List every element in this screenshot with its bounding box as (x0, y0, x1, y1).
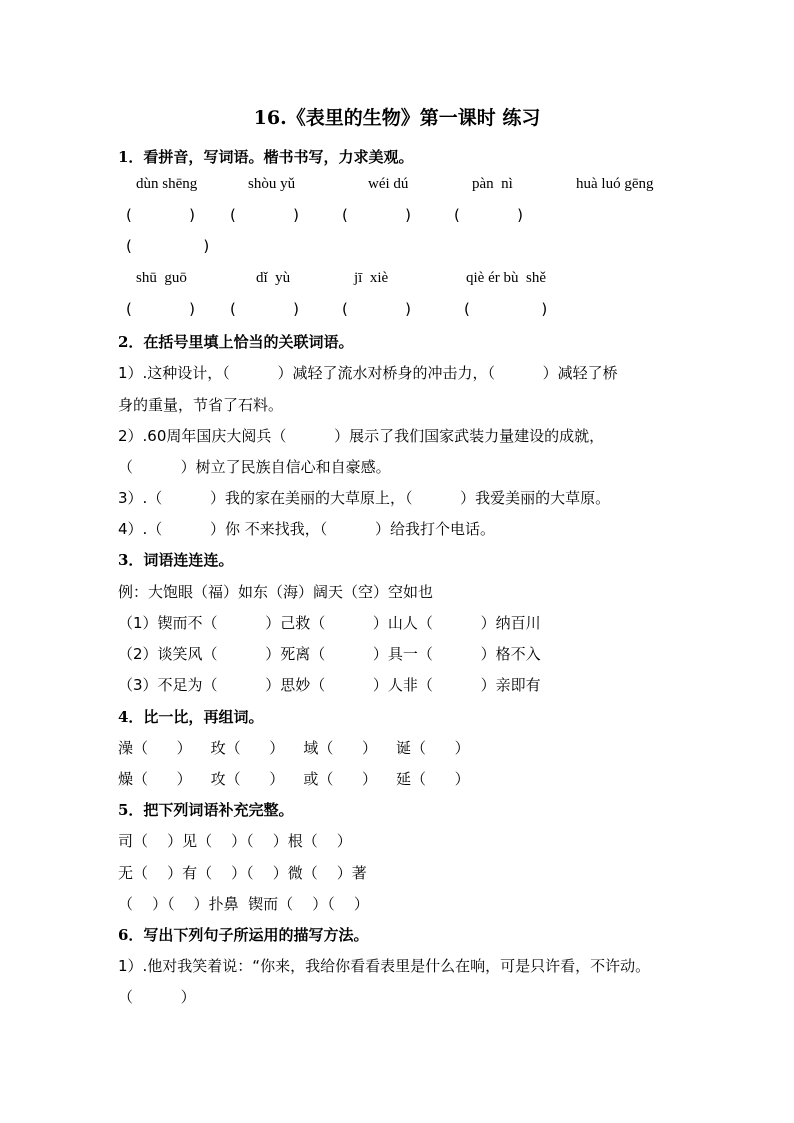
q4-line-1: 澡（ ） 玫（ ） 域（ ） 诞（ ） (118, 739, 470, 757)
q1-heading: 1．看拼音，写词语。楷书书写，力求美观。 (118, 148, 414, 166)
answer-blank[interactable]: ( ) (126, 300, 195, 318)
answer-blank[interactable]: ( ) (230, 206, 299, 224)
pinyin-shou-yu: shòu yǔ (248, 176, 296, 192)
answer-blank[interactable]: ( ) (230, 300, 299, 318)
q2-line-5: 3）.（ ）我的家在美丽的大草原上，（ ）我爱美丽的大草原。 (118, 489, 611, 507)
q3-heading: 3．词语连连连。 (118, 551, 234, 569)
q4-heading: 4．比一比，再组词。 (118, 708, 264, 726)
pinyin-hua-luo-geng: huà luó gēng (576, 176, 654, 192)
answer-blank[interactable]: ( ) (342, 206, 411, 224)
q3-line-1: （1）锲而不（ ）己救（ ）山人（ ）纳百川 (118, 614, 541, 632)
q2-line-6: 4）.（ ）你 不来找我，（ ）给我打个电话。 (118, 520, 495, 538)
q3-line-2: （2）谈笑风（ ）死离（ ）具一（ ）格不入 (118, 645, 541, 663)
q5-line-3: （ ）（ ）扑鼻 锲而（ ）（ ） (118, 895, 369, 913)
q6-heading: 6．写出下列句子所运用的描写方法。 (118, 926, 369, 944)
q2-line-3: 2）.60周年国庆大阅兵（ ）展示了我们国家武装力量建设的成就， (118, 427, 605, 445)
pinyin-shu-guo: shū guō (136, 270, 187, 286)
answer-blank[interactable]: ( ) (126, 206, 195, 224)
q6-line-1: 1）.他对我笑着说：“你来，我给你看看表里是什么在响，可是只许看，不许动。 (118, 957, 651, 975)
q5-line-1: 司（ ）见（ ）（ ）根（ ） (118, 832, 352, 850)
answer-blank[interactable]: ( ) (454, 206, 523, 224)
pinyin-pan-ni: pàn nì (472, 176, 513, 192)
pinyin-di-yu: dǐ yù (256, 270, 291, 286)
pinyin-ji-xie: jī xiè (354, 270, 389, 286)
answer-blank[interactable]: ( ) (342, 300, 411, 318)
pinyin-qie-er-bu-she: qiè ér bù shě (466, 270, 546, 286)
q2-line-4: （ ）树立了民族自信心和自豪感。 (118, 458, 391, 476)
pinyin-dun-sheng: dùn shēng (136, 176, 198, 192)
answer-blank[interactable]: ( ) (464, 300, 548, 318)
q3-example: 例：大饱眼（福）如东（海）阔天（空）空如也 (118, 583, 434, 601)
q2-line-2: 身的重量，节省了石料。 (118, 396, 284, 414)
q3-line-3: （3）不足为（ ）思妙（ ）人非（ ）亲即有 (118, 676, 541, 694)
q2-heading: 2．在括号里填上恰当的关联词语。 (118, 333, 354, 351)
worksheet-title: 16.《表里的生物》第一课时 练习 (253, 107, 541, 129)
answer-blank[interactable]: ( ) (126, 237, 210, 255)
q6-line-2: （ ） (118, 988, 196, 1006)
pinyin-wei-du: wéi dú (368, 176, 409, 192)
q2-line-1: 1）.这种设计，（ ）减轻了流水对桥身的冲击力，（ ）减轻了桥 (118, 364, 618, 382)
q5-line-2: 无（ ）有（ ）（ ）微（ ）著 (118, 864, 367, 882)
q4-line-2: 燥（ ） 攻（ ） 或（ ） 延（ ） (118, 770, 470, 788)
q5-heading: 5．把下列词语补充完整。 (118, 801, 294, 819)
